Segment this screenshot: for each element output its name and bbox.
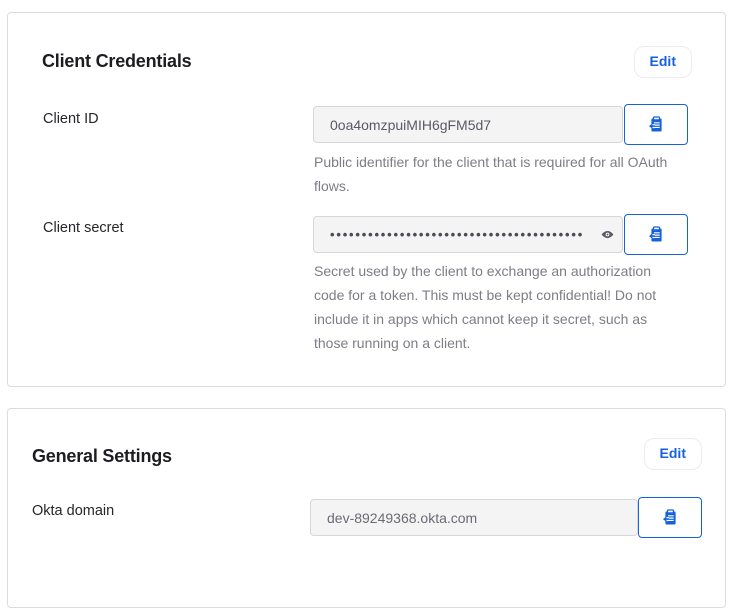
client-credentials-edit-button[interactable]: Edit [634,46,692,78]
copy-to-clipboard-icon [662,509,679,526]
client-id-copy-button[interactable] [624,104,688,145]
client-id-input[interactable] [313,106,623,143]
copy-to-clipboard-icon [648,116,665,133]
general-settings-title: General Settings [32,446,172,466]
client-credentials-card [7,12,726,387]
reveal-secret-button[interactable] [598,226,616,244]
okta-domain-copy-button[interactable] [638,497,702,538]
okta-domain-input[interactable] [310,499,638,536]
general-settings-edit-button[interactable]: Edit [644,438,702,470]
client-secret-field-wrap [313,216,623,253]
client-credentials-title: Client Credentials [42,51,192,71]
okta-domain-label: Okta domain [32,503,115,519]
client-id-field-wrap [313,106,623,143]
client-id-label: Client ID [43,111,99,127]
okta-domain-field-wrap [310,499,638,536]
client-secret-label: Client secret [43,220,124,236]
copy-to-clipboard-icon [648,226,665,243]
client-secret-help-text: Secret used by the client to exchange an authorization code for a token. This must be kept confidential! Do not include it in apps which cannot keep it secret, such as those running on a client. [314,263,657,351]
eye-icon [600,227,615,242]
client-secret-input[interactable] [313,216,623,253]
general-settings-card [7,408,726,608]
client-id-help-text: Public identifier for the client that is required for all OAuth flows. [314,154,668,194]
client-secret-copy-button[interactable] [624,214,688,255]
